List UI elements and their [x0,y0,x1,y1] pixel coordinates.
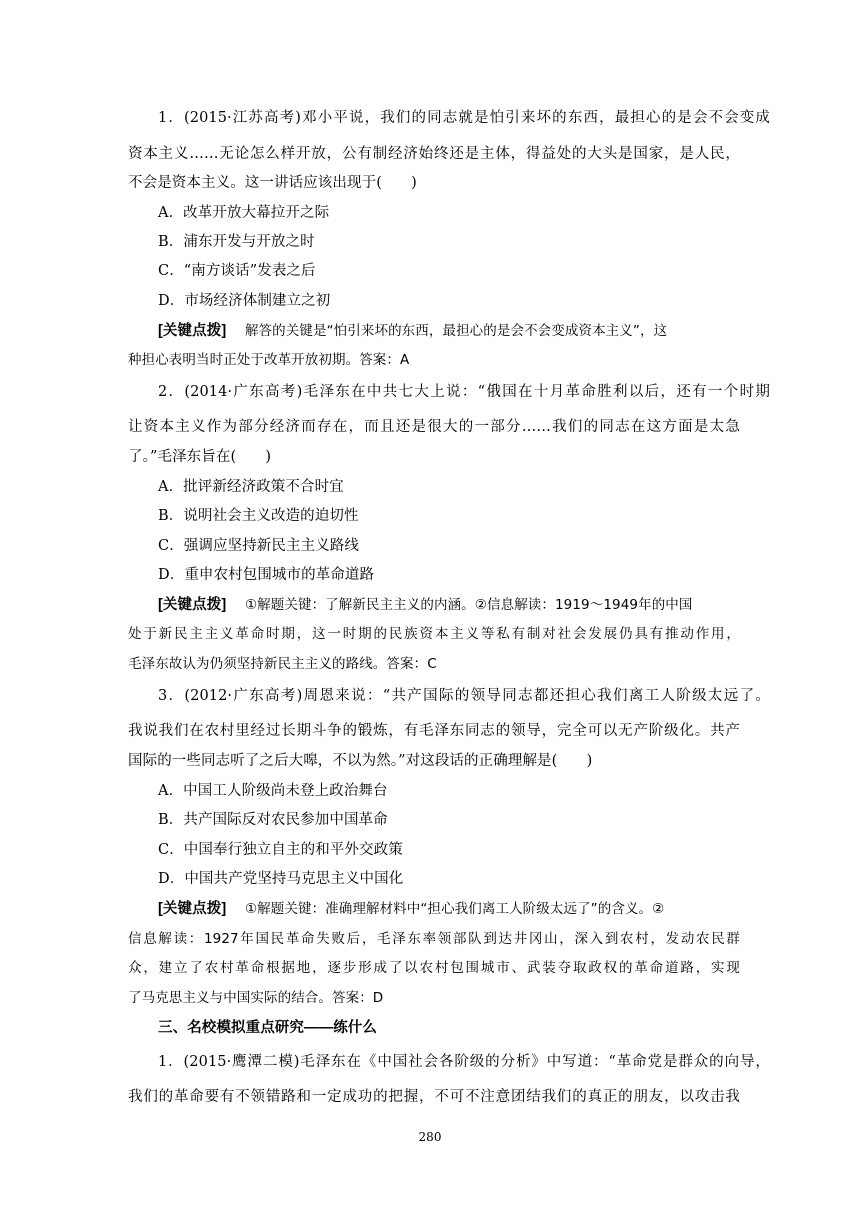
q1-analysis-text: 解答的关键是“怕引来坏的东西，最担心的是会不会变成资本主义”，这 [244,323,668,339]
q4-stem-line-2: 我们的革命要有不领错路和一定成功的把握，不可不注意团结我们的真正的朋友，以攻击我 [128,1089,740,1105]
q2-option-c: C．强调应坚持新民主主义路线 [158,538,359,554]
q2-stem-line-2: 让资本主义作为部分经济而存在，而且还是很大的一部分……我们的同志在这方面是太急 [128,419,740,435]
q3-stem-line-1: 3．(2012·广东高考)周恩来说：“共产国际的领导同志都还担心我们离工人阶级太远了。 [158,688,770,704]
q3-option-c: C．中国奉行独立自主的和平外交政策 [158,842,403,858]
q3-analysis-line-1 [158,899,770,919]
section-heading: 三、名校模拟重点研究——练什么 [158,1020,377,1036]
q1-option-b: B．浦东开发与开放之时 [158,234,315,250]
q2-stem-line-3: 了。”毛泽东旨在( ) [128,449,272,465]
q3-analysis-line-2: 信息解读：1927年国民革命失败后，毛泽东率领部队到达井冈山，深入到农村，发动农民群 [128,931,740,947]
q2-option-b: B．说明社会主义改造的迫切性 [158,508,359,524]
q2-analysis-text: ①解题关键：了解新民主主义的内涵。②信息解读：1919～1949年的中国 [244,597,693,613]
q2-analysis-line-3: 毛泽东故认为仍须坚持新民主主义的路线。答案：C [128,656,437,672]
q1-stem-line-1: 1．(2015·江苏高考)邓小平说，我们的同志就是怕引来坏的东西，最担心的是会不会变成 [158,110,770,126]
q3-stem-line-2: 我说我们在农村里经过长期斗争的锻炼，有毛泽东同志的领导，完全可以无产阶级化。共产 [128,723,740,739]
q1-option-d: D．市场经济体制建立之初 [158,293,331,309]
key-point-label: [关键点拨] [158,597,227,613]
q1-analysis-line-1 [158,321,770,341]
q3-analysis-text: ①解题关键：准确理解材料中“担心我们离工人阶级太远了”的含义。② [244,901,665,917]
q4-stem-line-1: 1．(2015·鹰潭二模)毛泽东在《中国社会各阶级的分析》中写道：“革命党是群众的向导， [158,1054,770,1070]
q3-analysis-line-4: 了马克思主义与中国实际的结合。答案：D [128,990,384,1006]
q2-option-d: D．重申农村包围城市的革命道路 [158,567,375,583]
q2-analysis-line-2: 处于新民主主义革命时期，这一时期的民族资本主义等私有制对社会发展仍具有推动作用， [128,626,740,642]
q2-analysis-line-1 [158,595,770,615]
q3-option-d: D．中国共产党坚持马克思主义中国化 [158,871,404,887]
q3-option-a: A．中国工人阶级尚未登上政治舞台 [158,783,388,799]
q1-option-c: C．“南方谈话”发表之后 [158,263,316,279]
q1-stem-line-2: 资本主义……无论怎么样开放，公有制经济始终还是主体，得益处的大头是国家，是人民， [128,146,740,162]
q3-stem-line-3: 国际的一些同志听了之后大嗥，不以为然。”对这段话的正确理解是( ) [128,753,593,769]
q1-option-a: A．改革开放大幕拉开之际 [158,205,330,221]
key-point-label: [关键点拨] [158,323,227,339]
q2-option-a: A．批评新经济政策不合时宜 [158,479,344,495]
q3-analysis-line-3: 众，建立了农村革命根据地，逐步形成了以农村包围城市、武装夺取政权的革命道路，实现 [128,960,740,976]
q3-option-b: B．共产国际反对农民参加中国革命 [158,812,388,828]
key-point-label: [关键点拨] [158,901,227,917]
q1-stem-line-3: 不会是资本主义。这一讲话应该出现于( ) [128,175,417,191]
page-number: 280 [418,1130,442,1144]
q2-stem-line-1: 2．(2014·广东高考)毛泽东在中共七大上说：“俄国在十月革命胜利以后，还有一个时期 [158,384,770,400]
q1-analysis-line-2: 种担心表明当时正处于改革开放初期。答案：A [128,352,410,368]
